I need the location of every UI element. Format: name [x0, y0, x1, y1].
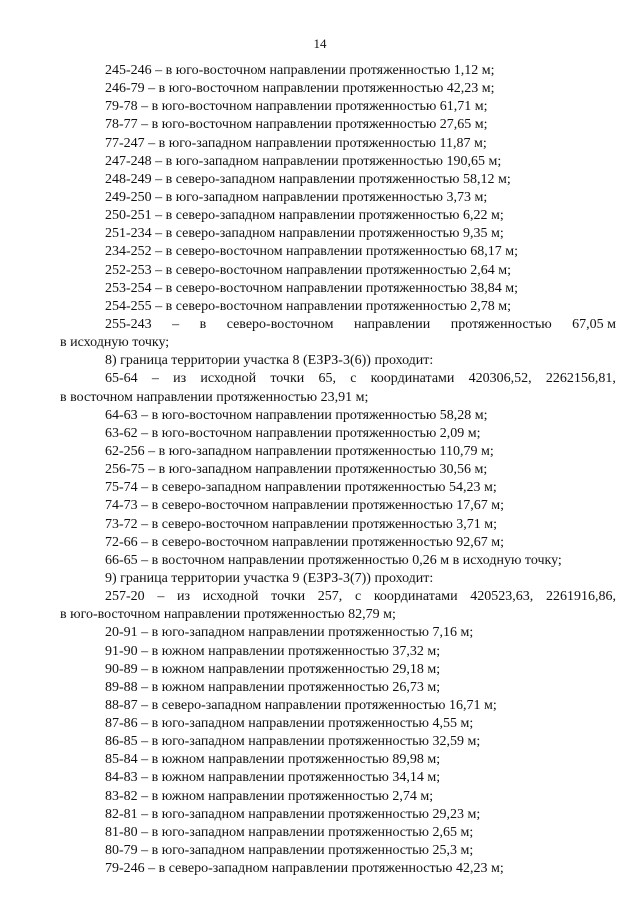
segment-line: 77-247 – в юго-западном направлении протяженностью 11,87 м;: [105, 135, 487, 151]
segment-line: 234-252 – в северо-восточном направлении протяженностью 68,17 м;: [105, 244, 519, 260]
segment-line: 72-66 – в северо-восточном направлении протяженностью 92,67 м;: [105, 534, 505, 550]
word: 257-20: [105, 589, 145, 605]
segment-line: 254-255 – в северо-восточном направлении протяженностью 2,78 м;: [105, 298, 512, 314]
segment-line: 85-84 – в южном направлении протяженностью 89,98 м;: [105, 752, 441, 768]
segment-line: 251-234 – в северо-западном направлении протяженностью 9,35 м;: [105, 226, 504, 242]
word: –: [172, 316, 180, 332]
segment-line: 74-73 – в северо-восточном направлении протяженностью 17,67 м;: [105, 498, 505, 514]
segment-line: 245-246 – в юго-восточном направлении протяженностью 1,12 м;: [105, 63, 495, 78]
segment-line: 90-89 – в южном направлении протяженностью 29,18 м;: [105, 661, 441, 677]
word: 420306,52,: [468, 371, 532, 387]
segment-line: 250-251 – в северо-западном направлении протяженностью 6,22 м;: [105, 208, 504, 224]
segment-line-continuation: в юго-восточном направлении протяженностью 82,79 м;: [60, 607, 396, 623]
segment-line: 86-85 – в юго-западном направлении протяженностью 32,59 м;: [105, 734, 481, 750]
segment-line-continuation: в восточном направлении протяженностью 23,91 м;: [60, 389, 369, 405]
word: в: [199, 316, 207, 332]
word: точки: [270, 371, 305, 387]
segment-line: 73-72 – в северо-восточном направлении протяженностью 3,71 м;: [105, 516, 498, 532]
segment-line-justified: [60, 370, 616, 388]
segment-line: 79-246 – в северо-западном направлении протяженностью 42,23 м;: [105, 861, 504, 877]
segment-line-justified: [60, 588, 616, 606]
word: 67,05 м: [572, 316, 616, 332]
word: с: [350, 371, 357, 387]
word: исходной: [202, 589, 259, 605]
segment-line: 249-250 – в юго-западном направлении протяженностью 3,73 м;: [105, 189, 488, 205]
segment-line: 89-88 – в южном направлении протяженностью 26,73 м;: [105, 679, 441, 695]
page-number: 14: [313, 36, 327, 51]
segment-line: 84-83 – в южном направлении протяженностью 34,14 м;: [105, 770, 441, 786]
segment-line: 83-82 – в южном направлении протяженностью 2,74 м;: [105, 788, 434, 804]
segment-line: 81-80 – в юго-западном направлении протяженностью 2,65 м;: [105, 824, 474, 840]
word: протяженностью: [450, 316, 552, 332]
segment-line: 20-91 – в юго-западном направлении протяженностью 7,16 м;: [105, 625, 474, 641]
segment-line: 66-65 – в восточном направлении протяженностью 0,26 м в исходную точку;: [105, 552, 562, 568]
segment-line: 88-87 – в северо-западном направлении протяженностью 16,71 м;: [105, 697, 497, 713]
segment-line: 248-249 – в северо-западном направлении протяженностью 58,12 м;: [105, 171, 511, 187]
segment-line: 246-79 – в юго-восточном направлении протяженностью 42,23 м;: [105, 81, 495, 97]
segment-line-continuation: в исходную точку;: [60, 335, 170, 351]
segment-line: 63-62 – в юго-восточном направлении протяженностью 2,09 м;: [105, 425, 481, 441]
segment-line: 82-81 – в юго-западном направлении протяженностью 29,23 м;: [105, 806, 481, 822]
word: из: [173, 371, 187, 387]
word: 65-64: [105, 371, 138, 387]
word: –: [151, 371, 159, 387]
segment-line: 91-90 – в южном направлении протяженностью 37,32 м;: [105, 643, 441, 659]
word: точки: [271, 589, 306, 605]
segment-line: 78-77 – в юго-восточном направлении протяженностью 27,65 м;: [105, 117, 488, 133]
word: северо-восточном: [226, 316, 334, 332]
word: координатами: [373, 589, 458, 605]
document-body: [60, 62, 616, 878]
segment-line: 247-248 – в юго-западном направлении протяженностью 190,65 м;: [105, 153, 502, 169]
segment-line: 253-254 – в северо-восточном направлении протяженностью 38,84 м;: [105, 280, 519, 296]
word: 255-243: [105, 316, 152, 332]
word: координатами: [370, 371, 455, 387]
word: 65,: [318, 371, 336, 387]
section-heading-8: 8) граница территории участка 8 (ЕЗРЗ-3(6)) проходит:: [105, 353, 434, 369]
segment-line: 62-256 – в юго-западном направлении протяженностью 110,79 м;: [105, 443, 494, 459]
word: 2262156,81,: [545, 371, 616, 387]
segment-line: 75-74 – в северо-западном направлении протяженностью 54,23 м;: [105, 480, 497, 496]
section-heading-9: 9) граница территории участка 9 (ЕЗРЗ-3(7)) проходит:: [105, 570, 434, 586]
word: с: [354, 589, 362, 605]
word: исходной: [200, 371, 257, 387]
segment-line: 256-75 – в юго-западном направлении протяженностью 30,56 м;: [105, 462, 488, 478]
word: –: [157, 589, 165, 605]
word: 257,: [317, 589, 343, 605]
segment-line: 252-253 – в северо-восточном направлении протяженностью 2,64 м;: [105, 262, 512, 278]
word: 2261916,86,: [545, 589, 616, 605]
word: из: [177, 589, 191, 605]
segment-line: 80-79 – в юго-западном направлении протяженностью 25,3 м;: [105, 843, 474, 859]
segment-line: 79-78 – в юго-восточном направлении протяженностью 61,71 м;: [105, 99, 488, 115]
word: направлении: [353, 316, 431, 332]
segment-line-justified: [60, 316, 616, 334]
word: 420523,63,: [470, 589, 534, 605]
segment-line: 87-86 – в юго-западном направлении протяженностью 4,55 м;: [105, 716, 474, 732]
segment-line: 64-63 – в юго-восточном направлении протяженностью 58,28 м;: [105, 407, 488, 423]
